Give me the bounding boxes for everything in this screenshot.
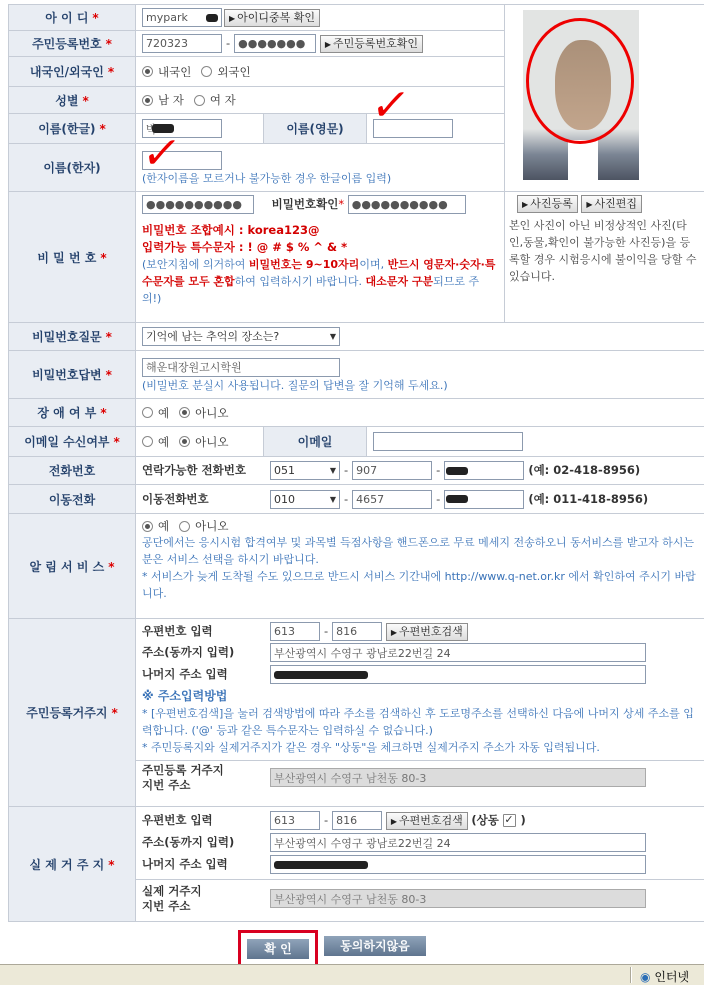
photo-edit-button[interactable]: ▶ 사진편집: [581, 195, 642, 213]
real-jibun-input: [270, 889, 646, 908]
email-label: 이메일: [264, 427, 367, 457]
password-example: 비밀번호 조합예시 : korea123@: [142, 223, 320, 237]
password-input[interactable]: [142, 195, 254, 214]
password-confirm-input[interactable]: [348, 195, 466, 214]
photo-register-button[interactable]: ▶ 사진등록: [517, 195, 578, 213]
alert-label: 알 림 서 비 스 *: [9, 514, 136, 619]
phone-area-select[interactable]: 051 ▼: [270, 461, 340, 480]
password-label: 비 밀 번 호 *: [9, 192, 136, 323]
alert-description: 공단에서는 응시시험 합격여부 및 과목별 득점사항을 핸드폰으로 무료 메세지 전송하오니 동서비스를 받고자 하시는 분은 서비스 선택을 하시기 바랍니다.: [142, 536, 695, 566]
disability-label: 장 애 여 부 *: [9, 399, 136, 427]
reg-zip-search-button[interactable]: ▶ 우편번호검색: [386, 623, 468, 641]
real-zip2-input[interactable]: [332, 811, 382, 830]
phone-mid-input[interactable]: [352, 461, 432, 480]
mobile-mask: [446, 495, 468, 503]
addr-method-1: * [우편번호검색]을 눌러 검색방법에 따라 주소를 검색하신 후 도로명주소를 선택하신 다음에 나머지 상세 주소를 입력합니다. ('@' 등과 같은 특수문자는 입력하실 수 없습니다.): [142, 707, 694, 737]
disability-yes-radio[interactable]: [142, 407, 153, 418]
real-rest-mask: [274, 861, 368, 869]
member-form: 아 이 디 * mypark ▶ 아이디중복 확인 주민등록번호 * 720323 -●●●●●●● ▶ 주민등록번호확인 내국인/외국인 * 내국인 외국인 성별 * 남 자 여 자 이름(한글) * 박 이름(영문) 이름(한자) (한자이름을 모르거나 불가능한 경우 한글이름 입력) 비 밀 번 호 * ●●●●●●●●●● 비밀번호확인* ●●●●●●●●●● 비밀번호 조합예시 : korea123@ 입력가능 특수문자 : ! @ # $ % ^ & * (보안지침에 의거하여 비밀번호는 9~10자리이며, 반드시 영문자·숫자·특수문자를 모두 혼합하여 입력하시기 바랍니다. 대소문자 구분되므로 주의!) ▶ 사진등록 ▶ 사진편집 본인 사진이 아닌 비정상적인 사진(타인,동물,확인이 불가능한 사진등)을 등록할 경우 시험응시에 불이익을 당할 수 있습니다. 비밀번호질문 * 기억에 남는 추억의 장소는? ▼ 비밀번호답변 * 해운대장원고시학원 (비밀번호 분실시 사용됩니다. 질문의 답변을 잘 기억해 두세요.) 장 애 여 부 * 예 아니오 이메일 수신여부 * 예 아니오 이메일 전화번호 연락가능한 전화번호 051 ▼ -907 - (예: 02-418-8956) 이동전화 이동전화번호 010 ▼ -4657 - (예: 011-418-8956) 알 림 서 비 스 * 예 아니오 공단에서는 응시시험 합격여부 및 과목별 득점사항을 핸드폰으로 무료 메세지 전송하오니 동서비스를 받고자 하시는 분은 서비스 선택을 하시기 바랍니다. * 서비스가 늦게 도착될 수도 있으므로 반드시 서비스 기간내에 http://www.q-net.or.kr 에서 확인하여 주시기 바랍니다. 주민등록거주지 * 우편번호 입력613 -816 ▶ 우편번호검색 주소(동까지 입력)부산광역시 수영구 광남로22번길 24 나머지 주소 입력 ※ 주소입력방법 * [우편번호검색]을 눌러 검색방법에 따라 주소를 검색하신 후 도로명주소를 선택하신 다음에 나머지 상세 주소를 입력합니다. ('@' 등과 같은 특수문자는 입력하실 수 없습니다.) * 주민등록지와 실제거주지가 같은 경우 "상동"을 체크하면 실제거주지 주소가 자동 입력됩니다. 주민등록 거주지 지번 주소 부산광역시 수영구 남천동 80-3 실 제 거 주 지 * 우편번호 입력613 -816 ▶ 우편번호검색 (상동 ✓ ) 주소(동까지 입력)부산광역시 수영구 광남로22번길 24 나머지 주소 입력 실제 거주지 지번 주소 부산광역시 수영구 남천동 80-3: [8, 4, 704, 922]
disagree-button[interactable]: 동의하지않음: [324, 936, 426, 956]
alert-yes-radio[interactable]: [142, 521, 153, 532]
real-addr-label-sub: 주소(동까지 입력): [142, 835, 235, 849]
rrn-back-input[interactable]: [234, 34, 316, 53]
photo-notice: 본인 사진이 아닌 비정상적인 사진(타인,동물,확인이 불가능한 사진등)을 등록할 경우 시험응시에 불이익을 당할 수 있습니다.: [509, 219, 697, 283]
password-rule-note: (보안지침에 의거하여 비밀번호는 9~10자리이며, 반드시 영문자·숫자·특수문자를 모두 혼합하여 입력하시기 바랍니다. 대소문자 구분되므로 주의!): [142, 258, 496, 305]
name-hanja-label: 이름(한자): [9, 144, 136, 192]
reg-zip-label: 우편번호 입력: [142, 624, 213, 638]
reg-zip1-input[interactable]: [270, 622, 320, 641]
status-separator: [630, 967, 632, 983]
same-as-reg-checkbox[interactable]: ✓: [504, 813, 514, 826]
confirm-button[interactable]: 확 인: [247, 939, 309, 959]
email-recv-no-radio[interactable]: [179, 436, 190, 447]
phone-mask: [446, 467, 468, 475]
phone-example: (예: 02-418-8956): [528, 463, 641, 477]
profile-photo: [523, 10, 639, 180]
real-addr-input[interactable]: [270, 833, 646, 852]
real-zip1-input[interactable]: [270, 811, 320, 830]
real-zip-label: 우편번호 입력: [142, 813, 213, 827]
reg-jibun-label: 주민등록 거주지 지번 주소: [142, 762, 224, 792]
rrn-front-input[interactable]: [142, 34, 222, 53]
phone-label: 전화번호: [9, 457, 136, 485]
pw-answer-input[interactable]: [142, 358, 340, 377]
real-addr-label: 실 제 거 주 지 *: [9, 807, 136, 922]
pw-question-select[interactable]: 기억에 남는 추억의 장소는? ▼: [142, 327, 340, 346]
mobile-example: (예: 011-418-8956): [528, 491, 649, 506]
real-jibun-label: 실제 거주지 지번 주소: [142, 883, 202, 913]
annotation-check-icon: ✓: [138, 128, 185, 179]
addr-method-2: * 주민등록지와 실제거주지가 같은 경우 "상동"을 체크하면 실제거주지 주소가 자동 입력됩니다.: [142, 741, 600, 754]
pw-question-label: 비밀번호질문 *: [9, 323, 136, 351]
alert-no-radio[interactable]: [179, 521, 190, 532]
mobile-label: 이동전화: [9, 485, 136, 514]
email-recv-yes-radio[interactable]: [142, 436, 153, 447]
id-check-button[interactable]: ▶ 아이디중복 확인: [224, 9, 320, 27]
mobile-prefix-select[interactable]: 010 ▼: [270, 490, 340, 509]
annotation-check-icon: ✓: [367, 80, 414, 131]
globe-icon: ◉: [640, 970, 651, 984]
internet-zone: ◉ 인터넷: [640, 970, 690, 984]
name-hanja-help: (한자이름을 모르거나 불가능한 경우 한글이름 입력): [142, 172, 392, 185]
reg-zip2-input[interactable]: [332, 622, 382, 641]
name-en-label: 이름(영문): [264, 114, 367, 144]
nationality-foreign-radio[interactable]: [201, 66, 212, 77]
rrn-check-button[interactable]: ▶ 주민등록번호확인: [320, 35, 423, 53]
reg-addr-label-sub: 주소(동까지 입력): [142, 645, 235, 659]
nationality-domestic-radio[interactable]: [142, 66, 153, 77]
gender-male-radio[interactable]: [142, 95, 153, 106]
rrn-label: 주민등록번호 *: [9, 31, 136, 57]
real-rest-label: 나머지 주소 입력: [142, 857, 228, 871]
nationality-label: 내국인/외국인 *: [9, 57, 136, 87]
shirt-collar: [568, 140, 598, 180]
email-recv-label: 이메일 수신여부 *: [9, 427, 136, 457]
status-bar: [0, 964, 704, 985]
id-mask: [206, 14, 218, 22]
confirm-highlight: [238, 930, 318, 968]
reg-rest-mask: [274, 671, 368, 679]
mobile-sub-label: 이동전화번호: [142, 491, 209, 506]
password-confirm-label: 비밀번호확인: [271, 197, 339, 211]
password-special-chars: 입력가능 특수문자 : ! @ # $ % ^ & *: [142, 240, 348, 254]
photo-annotation-circle: [526, 18, 634, 144]
disability-no-radio[interactable]: [179, 407, 190, 418]
reg-addr-label: 주민등록거주지 *: [9, 619, 136, 807]
pw-answer-label: 비밀번호답변 *: [9, 351, 136, 399]
reg-rest-label: 나머지 주소 입력: [142, 667, 228, 681]
real-zip-search-button[interactable]: ▶ 우편번호검색: [386, 812, 468, 830]
addr-method-title: ※ 주소입력방법: [142, 689, 228, 703]
reg-addr-input[interactable]: [270, 643, 646, 662]
gender-female-radio[interactable]: [194, 95, 205, 106]
name-kr-label: 이름(한글) *: [9, 114, 136, 144]
alert-note: * 서비스가 늦게 도착될 수도 있으므로 반드시 서비스 기간내에 http://www.q-net.or.kr 에서 확인하여 주시기 바랍니다.: [142, 570, 696, 600]
id-label: 아 이 디 *: [9, 5, 136, 31]
mobile-mid-input[interactable]: [352, 490, 432, 509]
email-input[interactable]: [373, 432, 523, 451]
reg-jibun-input: [270, 768, 646, 787]
pw-answer-help: (비밀번호 분실시 사용됩니다. 질문의 답변을 잘 기억해 두세요.): [142, 378, 448, 392]
gender-label: 성별 *: [9, 87, 136, 114]
phone-sub-label: 연락가능한 전화번호: [142, 463, 246, 477]
